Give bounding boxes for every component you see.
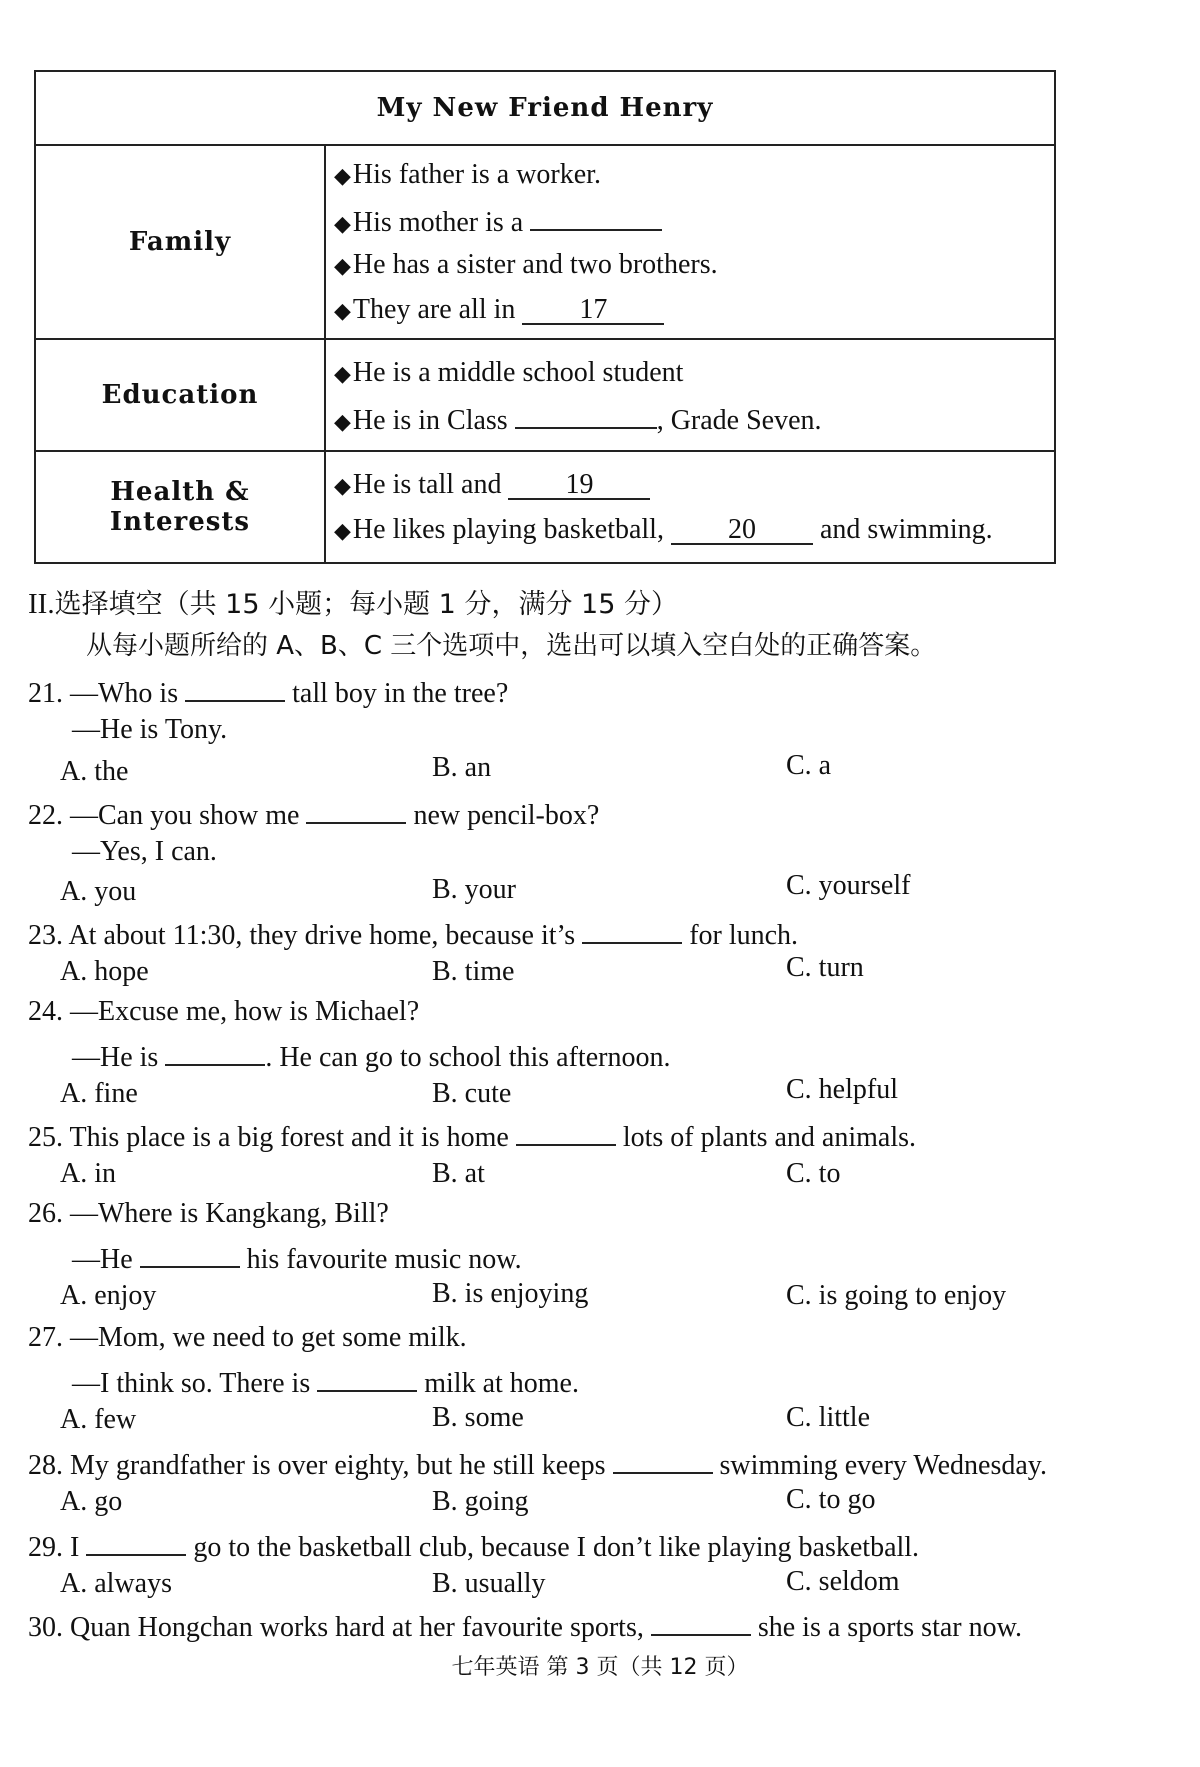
health-line-2b: and swimming.: [819, 514, 993, 545]
option-a: A. the: [60, 756, 129, 787]
question-stem: 22. —Can you show me new pencil-box?: [28, 794, 599, 832]
page-footer: 七年英语 第 3 页（共 12 页）: [451, 1655, 749, 1680]
option-a: A. you: [60, 876, 137, 907]
option-b: B. time: [432, 956, 515, 987]
answer-blank: [613, 1444, 713, 1474]
family-line-1: His father is a worker.: [352, 159, 601, 190]
blank-19: 19: [508, 466, 650, 500]
option-b: B. cute: [432, 1078, 512, 1109]
answer-blank: [140, 1238, 240, 1268]
diamond-icon: ◆: [334, 299, 351, 324]
option-c: C. a: [786, 750, 832, 781]
answer-blank: [516, 1116, 616, 1146]
blank-18: [515, 395, 657, 429]
section-number: II.: [28, 588, 55, 620]
education-line-2a: He is in Class: [352, 405, 508, 436]
option-a: A. hope: [60, 956, 149, 987]
health-content: [325, 451, 1055, 563]
option-b: B. at: [432, 1158, 485, 1189]
option-a: A. fine: [60, 1078, 138, 1109]
option-a: A. enjoy: [60, 1280, 157, 1311]
option-b: B. usually: [432, 1568, 546, 1599]
option-a: A. in: [60, 1158, 116, 1189]
answer-blank: [165, 1036, 265, 1066]
diamond-icon: ◆: [334, 519, 351, 544]
diamond-icon: ◆: [334, 410, 351, 435]
option-c: C. turn: [786, 952, 864, 983]
diamond-icon: ◆: [334, 164, 351, 189]
option-a: A. always: [60, 1568, 172, 1599]
question-reply: —He is . He can go to school this afternoon.: [72, 1036, 670, 1074]
option-b: B. your: [432, 874, 516, 905]
option-c: C. is going to enjoy: [786, 1280, 1007, 1311]
option-b: B. some: [432, 1402, 524, 1433]
diamond-icon: ◆: [334, 474, 351, 499]
question-reply: —He is Tony.: [72, 714, 228, 745]
question-reply: —Yes, I can.: [72, 836, 217, 867]
question-stem: 28. My grandfather is over eighty, but he still keeps swimming every Wednesday.: [28, 1444, 1047, 1482]
family-label: Family: [35, 145, 325, 339]
education-content: [325, 339, 1055, 451]
option-b: B. is enjoying: [432, 1278, 589, 1309]
option-a: A. few: [60, 1404, 137, 1435]
info-table: [34, 70, 1056, 564]
diamond-icon: ◆: [334, 212, 351, 237]
health-label: Health & Interests: [35, 451, 325, 563]
option-c: C. yourself: [786, 870, 911, 901]
table-title: My New Friend Henry: [35, 71, 1055, 145]
question-stem: 27. —Mom, we need to get some milk.: [28, 1322, 467, 1353]
family-line-4: They are all in: [352, 294, 516, 325]
health-line-2a: He likes playing basketball,: [352, 514, 664, 545]
option-c: C. to: [786, 1158, 841, 1189]
question-stem: 21. —Who is tall boy in the tree?: [28, 672, 508, 710]
section-title: 选择填空（共 15 小题；每小题 1 分，满分 15 分）: [54, 589, 678, 620]
blank-16: [530, 197, 662, 231]
education-line-1: He is a middle school student: [352, 357, 684, 388]
education-label: Education: [35, 339, 325, 451]
question-stem: 23. At about 11:30, they drive home, because it’s for lunch.: [28, 914, 798, 952]
option-c: C. helpful: [786, 1074, 898, 1105]
section-instruction: 从每小题所给的 A、B、C 三个选项中，选出可以填入空白处的正确答案。: [86, 631, 937, 661]
answer-blank: [582, 914, 682, 944]
answer-blank: [86, 1526, 186, 1556]
answer-blank: [185, 672, 285, 702]
question-stem: 25. This place is a big forest and it is home lots of plants and animals.: [28, 1116, 916, 1154]
family-line-3: He has a sister and two brothers.: [352, 249, 718, 280]
family-line-2: His mother is a: [352, 207, 524, 238]
option-b: B. an: [432, 752, 492, 783]
health-line-1: He is tall and: [352, 469, 502, 500]
diamond-icon: ◆: [334, 254, 351, 279]
blank-20: 20: [671, 511, 813, 545]
section-heading: [28, 582, 678, 621]
option-c: C. to go: [786, 1484, 876, 1515]
option-a: A. go: [60, 1486, 123, 1517]
question-stem: 26. —Where is Kangkang, Bill?: [28, 1198, 389, 1229]
question-reply: —He his favourite music now.: [72, 1238, 522, 1276]
answer-blank: [651, 1606, 751, 1636]
diamond-icon: ◆: [334, 362, 351, 387]
option-c: C. little: [786, 1402, 870, 1433]
education-line-2b: , Grade Seven.: [656, 405, 822, 436]
answer-blank: [317, 1362, 417, 1392]
answer-blank: [306, 794, 406, 824]
question-stem: 29. I go to the basketball club, because I don’t like playing basketball.: [28, 1526, 919, 1564]
family-content: [325, 145, 1055, 339]
question-stem: 30. Quan Hongchan works hard at her favourite sports, she is a sports star now.: [28, 1606, 1022, 1644]
question-reply: —I think so. There is milk at home.: [72, 1362, 579, 1400]
blank-17: 17: [522, 291, 664, 325]
option-b: B. going: [432, 1486, 529, 1517]
question-stem: 24. —Excuse me, how is Michael?: [28, 996, 420, 1027]
option-c: C. seldom: [786, 1566, 900, 1597]
